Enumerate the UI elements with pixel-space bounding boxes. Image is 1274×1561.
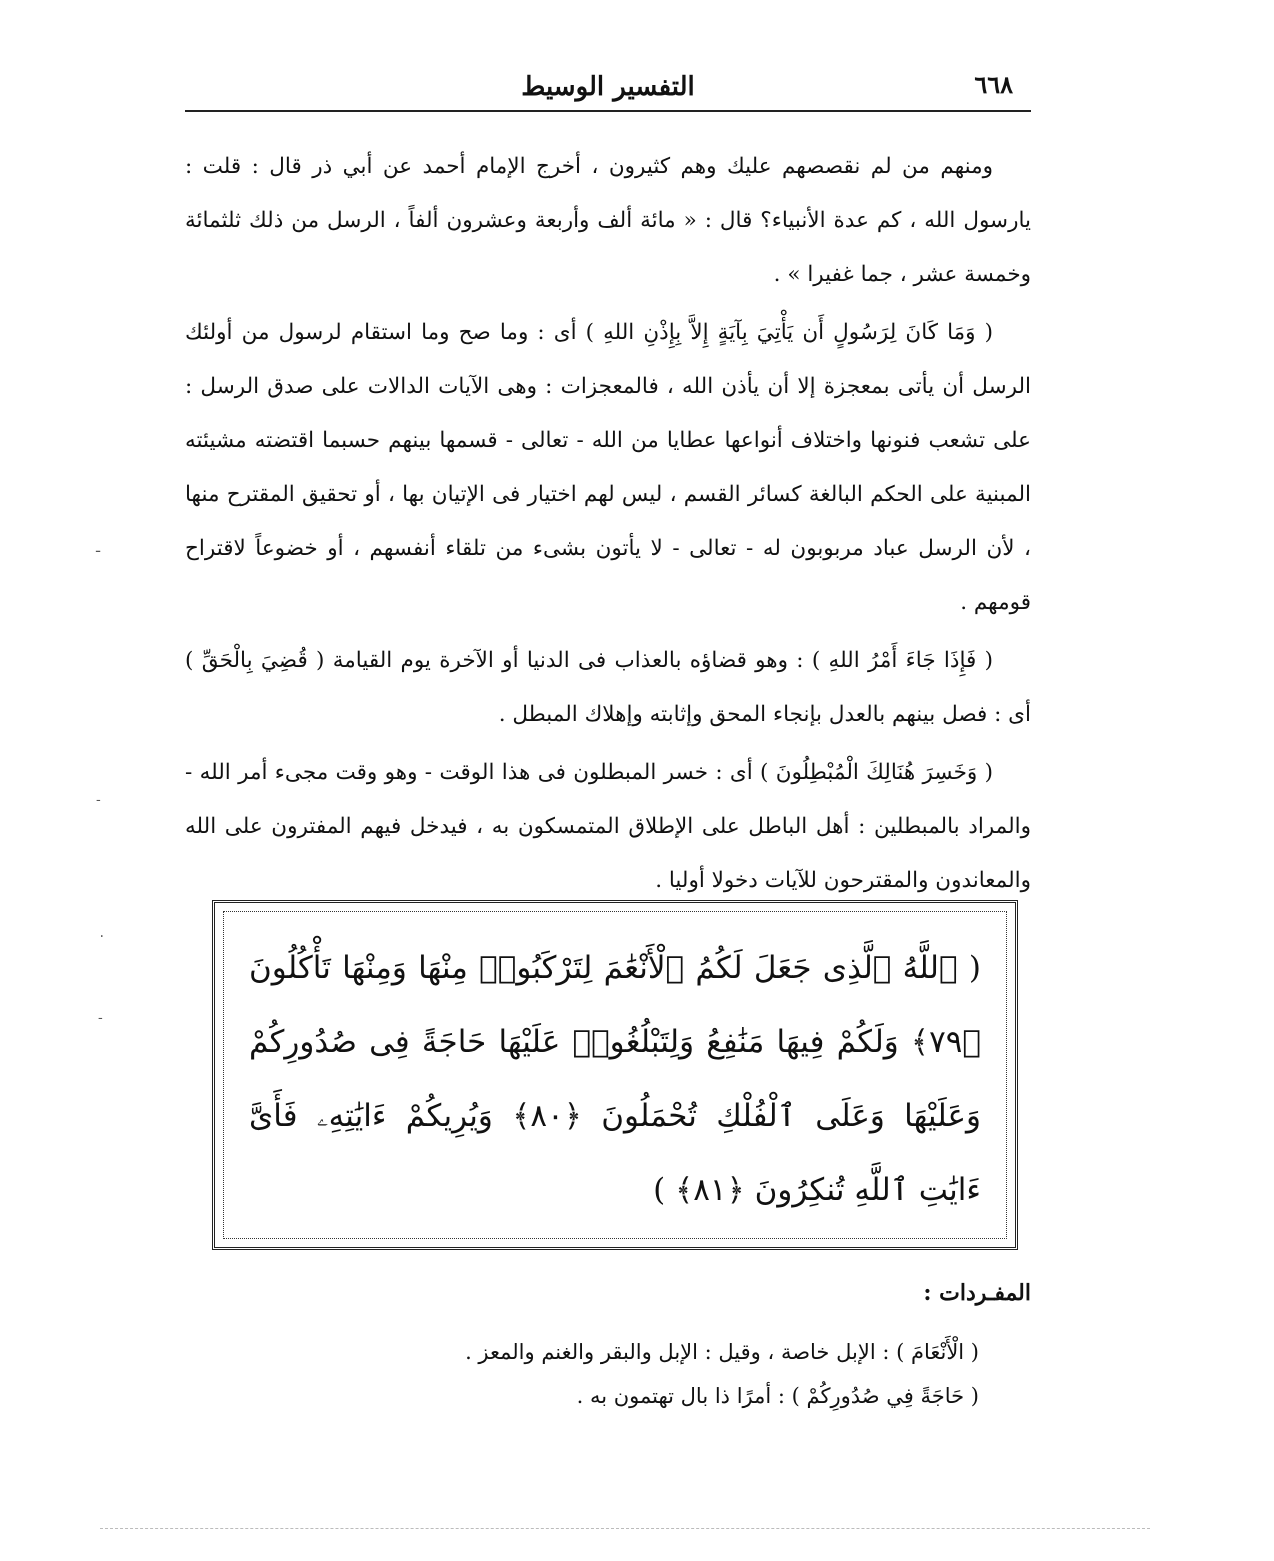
margin-mark: ٠ — [98, 928, 106, 944]
paragraph-losers: ( وَخَسِرَ هُنَالِكَ الْمُبْطِلُونَ ) أى : خسر المبطلون فى هذا الوقت - وهو وقت مجىء أمر الله - والمراد بالمبطلين : أهل الباطل على الإطلاق المتمسكون به ، فيدخل فيهم المفترون على الله والمعاندون والمقترحون للآيات دخولا أوليا . — [185, 760, 1031, 893]
quran-verse-text: ( ٱللَّهُ ٱلَّذِى جَعَلَ لَكُمُ ٱلْأَنْعَٰمَ لِتَرْكَبُوا۟ مِنْهَا وَمِنْهَا تَأْكُلُونَ ﴿٧٩﴾ وَلَكُمْ فِيهَا مَنَٰفِعُ وَلِتَبْلُغُوا۟ عَلَيْهَا حَاجَةً فِى صُدُورِكُمْ وَعَلَيْهَا وَعَلَى ٱلْفُلْكِ تُحْمَلُونَ ﴿٨٠﴾ وَيُرِيكُمْ ءَايَٰتِهِۦ فَأَىَّ ءَايَٰتِ ٱللَّهِ تُنكِرُونَ ﴿٨١﴾ ) — [249, 950, 981, 1208]
paragraph-judgment: ( فَإِذَا جَاءَ أَمْرُ اللهِ ) : وهو قضاؤه بالعذاب فى الدنيا أو الآخرة يوم القيامة ( قُضِيَ بِالْحَقِّ ) أى : فصل بينهم بالعدل بإنجاء المحق وإثابته وإهلاك المبطل . — [185, 648, 1031, 727]
vocabulary-list — [185, 1330, 1031, 1418]
page-header — [185, 66, 1031, 112]
scan-edge-line — [100, 1528, 1150, 1529]
margin-mark: - — [96, 792, 101, 808]
commentary-body — [185, 140, 1031, 912]
margin-mark: ـ — [96, 540, 101, 556]
paragraph-miracles: ( وَمَا كَانَ لِرَسُولٍ أَن يَأْتِيَ بِآيَةٍ إِلاَّ بِإِذْنِ اللهِ ) أى : وما صح وما استقام لرسول من أولئك الرسل أن يأتى بمعجزة إلا أن يأذن الله ، فالمعجزات : وهى الآيات الدالات على صدق الرسل : على تشعب فنونها واختلاف أنواعها عطايا من الله - تعالى - قسمها بينهم حسبما اقتضته مشيئته المبنية على الحكم البالغة كسائر القسم ، ليس لهم اختيار فى الإتيان بها ، أو تحقيق المقترح منها ، لأن الرسل عباد مربوبون له - تعالى - لا يأتون بشىء من تلقاء أنفسهم ، أو خضوعاً لاقتراح قومهم . — [185, 320, 1031, 615]
paragraph-hadith: ومنهم من لم نقصصهم عليك وهم كثيرون ، أخرج الإمام أحمد عن أبي ذر قال : قلت : يارسول الله ، كم عدة الأنبياء؟ قال : « مائة ألف وأربعة وعشرون ألفاً ، الرسل من ذلك ثلثمائة وخمسة عشر ، جما غفيرا » . — [185, 154, 1031, 287]
page-number: ٦٦٨ — [974, 70, 1013, 99]
quran-verse-frame — [212, 900, 1018, 1250]
running-title: التفسير الوسيط — [521, 72, 695, 102]
margin-mark: - — [98, 1010, 103, 1026]
vocabulary-item: ( حَاجَةً فِي صُدُورِكُمْ ) : أمرًا ذا بال تهتمون به . — [576, 1384, 979, 1408]
vocabulary-item: ( الْأَنْعَامَ ) : الإبل خاصة ، وقيل : الإبل والبقر والغنم والمعز . — [465, 1340, 979, 1364]
vocabulary-heading: المفـردات : — [923, 1280, 1031, 1306]
